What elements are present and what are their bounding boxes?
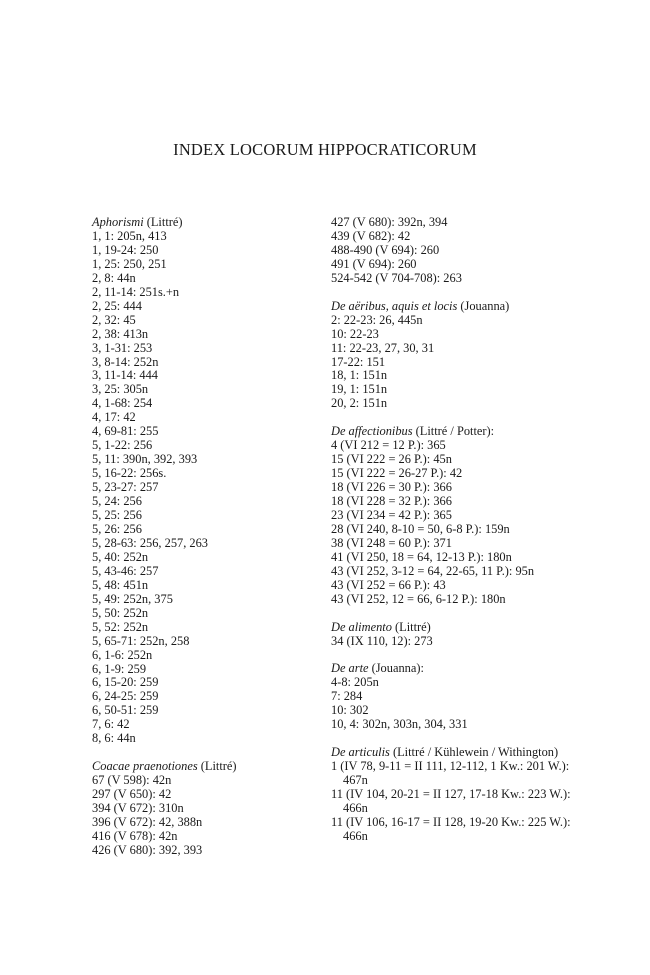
section-heading (331, 662, 571, 676)
index-entry: 11 (IV 104, 20-21 = II 127, 17-18 Kw.: 223 W.): 466n (331, 787, 571, 815)
edition-note: (Littré) (391, 619, 431, 634)
index-entry: 396 (V 672): 42, 388n (92, 814, 203, 829)
section-heading (331, 621, 571, 635)
index-section (331, 216, 571, 286)
index-section (92, 216, 307, 746)
index-entry: 15 (VI 222 = 26-27 P.): 42 (331, 466, 463, 481)
work-title: De alimento (331, 619, 392, 634)
edition-note: (Littré / Potter): (412, 424, 495, 439)
index-entry: 2, 25: 444 (92, 298, 142, 313)
index-entry: 5, 28-63: 256, 257, 263 (92, 535, 208, 550)
index-entry: 19, 1: 151n (331, 382, 388, 397)
index-entry: 34 (IX 110, 12): 273 (331, 633, 433, 648)
page-title: INDEX LOCORUM HIPPOCRATICORUM (173, 140, 477, 159)
work-title: De arte (331, 661, 369, 676)
section-heading (92, 760, 307, 774)
index-entry: 297 (V 650): 42 (92, 787, 172, 802)
index-entry: 2: 22-23: 26, 445n (331, 312, 423, 327)
index-entry: 5, 16-22: 256s. (92, 466, 167, 481)
index-entry: 3, 25: 305n (92, 382, 149, 397)
index-entry: 8, 6: 44n (92, 731, 136, 746)
index-entry: 5, 40: 252n (92, 549, 149, 564)
index-section (331, 300, 571, 412)
work-title: De aëribus, aquis et locis (331, 298, 458, 313)
index-entry: 10, 4: 302n, 303n, 304, 331 (331, 717, 468, 732)
index-entry: 5, 26: 256 (92, 521, 142, 536)
index-entry: 427 (V 680): 392n, 394 (331, 215, 448, 229)
index-entry: 439 (V 682): 42 (331, 228, 411, 243)
index-entry: 1, 1: 205n, 413 (92, 228, 167, 243)
index-entry: 18 (VI 228 = 32 P.): 366 (331, 494, 452, 509)
index-entry: 2, 8: 44n (92, 270, 136, 285)
index-entry: 11 (IV 106, 16-17 = II 128, 19-20 Kw.: 225 W.): 466n (331, 814, 571, 843)
index-entry: 4, 69-81: 255 (92, 424, 159, 439)
index-entry: 10: 22-23 (331, 326, 379, 341)
index-entry: 1, 19-24: 250 (92, 242, 159, 257)
index-entry: 6, 1-6: 252n (92, 647, 153, 662)
index-entry: 20, 2: 151n (331, 396, 388, 411)
index-entry: 3, 1-31: 253 (92, 340, 153, 355)
work-title: Aphorismi (92, 215, 144, 229)
index-entry: 1, 25: 250, 251 (92, 256, 167, 271)
index-entry: 7: 284 (331, 689, 363, 704)
index-entry: 7, 6: 42 (92, 717, 130, 732)
index-entry: 6, 15-20: 259 (92, 675, 159, 690)
section-heading (331, 746, 571, 760)
index-entry: 394 (V 672): 310n (92, 801, 184, 816)
index-section (331, 746, 571, 844)
index-entry: 5, 1-22: 256 (92, 438, 153, 453)
work-title: Coacae praenotiones (92, 759, 198, 774)
index-entry: 3, 8-14: 252n (92, 354, 159, 369)
section-heading (331, 425, 571, 439)
section-heading (92, 216, 307, 230)
index-section (92, 760, 307, 858)
index-entry: 43 (VI 252, 3-12 = 64, 22-65, 11 P.): 95n (331, 563, 535, 578)
edition-note: (Jouanna) (457, 298, 510, 313)
index-entry: 4 (VI 212 = 12 P.): 365 (331, 438, 446, 453)
index-entry: 5, 24: 256 (92, 494, 142, 509)
section-heading (331, 300, 571, 314)
index-entry: 5, 43-46: 257 (92, 563, 159, 578)
index-entry: 524-542 (V 704-708): 263 (331, 270, 462, 285)
index-entry: 488-490 (V 694): 260 (331, 242, 440, 257)
index-entry: 2, 32: 45 (92, 312, 136, 327)
index-entry: 416 (V 678): 42n (92, 828, 178, 843)
index-entry: 10: 302 (331, 703, 369, 718)
index-entry: 2, 38: 413n (92, 326, 149, 341)
index-entry: 11: 22-23, 27, 30, 31 (331, 340, 435, 355)
index-entry: 3, 11-14: 444 (92, 368, 158, 383)
index-entry: 18, 1: 151n (331, 368, 388, 383)
index-entry: 5, 49: 252n, 375 (92, 591, 173, 606)
index-section (331, 425, 571, 606)
index-entry: 43 (VI 252, 12 = 66, 6-12 P.): 180n (331, 591, 506, 606)
index-entry: 6, 24-25: 259 (92, 689, 159, 704)
index-entry: 6, 1-9: 259 (92, 661, 147, 676)
index-section (331, 621, 571, 649)
index-entry: 43 (VI 252 = 66 P.): 43 (331, 577, 446, 592)
index-entry: 2, 11-14: 251s.+n (92, 284, 180, 299)
index-entry: 4-8: 205n (331, 675, 379, 690)
edition-note: (Jouanna): (368, 661, 424, 676)
index-column-right (331, 216, 571, 844)
index-entry: 15 (VI 222 = 26 P.): 45n (331, 452, 452, 467)
index-entry: 67 (V 598): 42n (92, 773, 172, 788)
index-entry: 17-22: 151 (331, 354, 386, 369)
edition-note: (Littré) (143, 215, 183, 229)
index-entry: 1 (IV 78, 9-11 = II 111, 12-112, 1 Kw.: 201 W.): 467n (331, 759, 570, 788)
work-title: De affectionibus (331, 424, 413, 439)
index-entry: 5, 48: 451n (92, 577, 149, 592)
index-entry: 491 (V 694): 260 (331, 256, 417, 271)
index-entry: 38 (VI 248 = 60 P.): 371 (331, 535, 452, 550)
index-column-left (92, 216, 307, 858)
edition-note: (Littré / Kühlewein / Withington) (389, 745, 559, 760)
index-entry: 41 (VI 250, 18 = 64, 12-13 P.): 180n (331, 549, 512, 564)
work-title: De articulis (331, 745, 390, 760)
index-entry: 5, 52: 252n (92, 619, 149, 634)
index-entry: 18 (VI 226 = 30 P.): 366 (331, 480, 452, 495)
index-entry: 5, 50: 252n (92, 605, 149, 620)
index-entry: 23 (VI 234 = 42 P.): 365 (331, 507, 452, 522)
index-entry: 5, 65-71: 252n, 258 (92, 633, 190, 648)
index-section (331, 662, 571, 732)
index-entry: 5, 23-27: 257 (92, 480, 159, 495)
index-entry: 5, 11: 390n, 392, 393 (92, 452, 198, 467)
index-entry: 4, 17: 42 (92, 410, 136, 425)
index-entry: 426 (V 680): 392, 393 (92, 842, 203, 857)
index-entry: 6, 50-51: 259 (92, 703, 159, 718)
edition-note: (Littré) (197, 759, 237, 774)
index-entry: 5, 25: 256 (92, 508, 142, 523)
index-entry: 28 (VI 240, 8-10 = 50, 6-8 P.): 159n (331, 521, 510, 536)
index-entry: 4, 1-68: 254 (92, 396, 153, 411)
